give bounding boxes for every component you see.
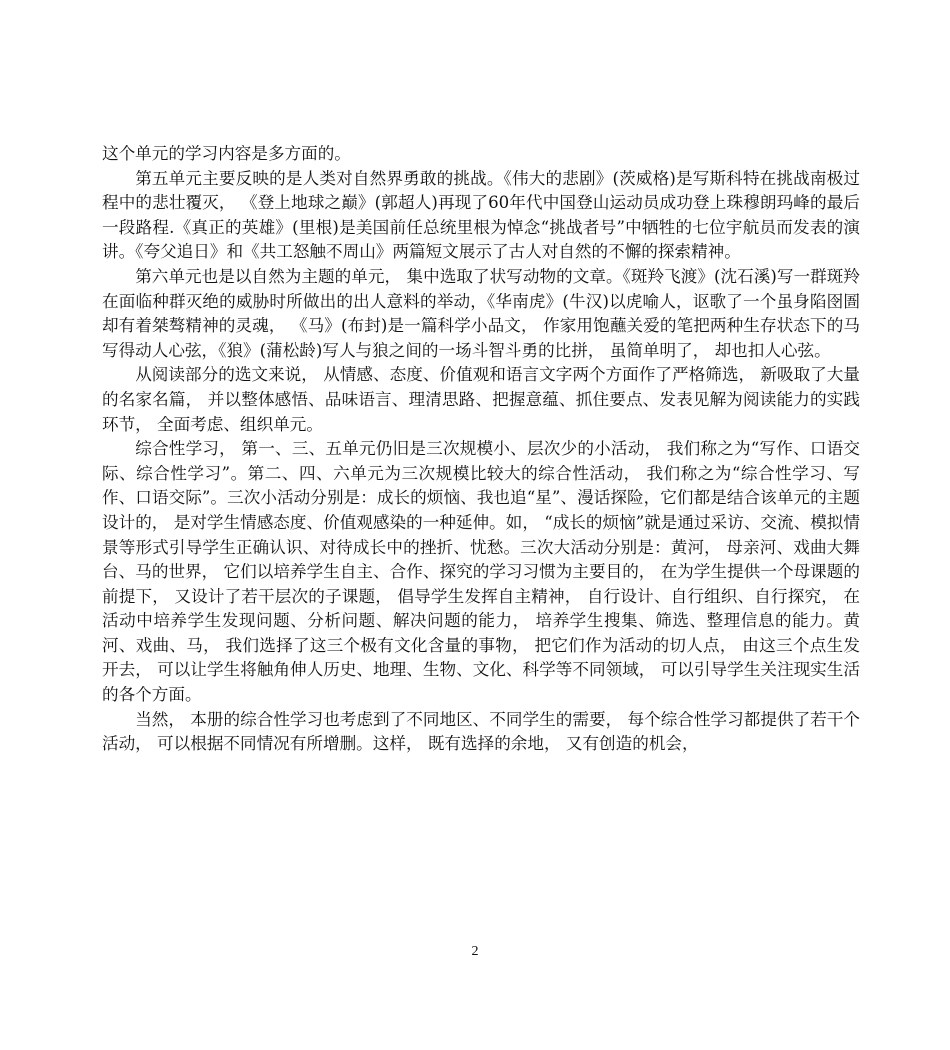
page-number: 2 bbox=[471, 944, 479, 959]
paragraph-5: 综合性学习， 第一、三、五单元仍旧是三次规模小、层次少的小活动， 我们称之为“写作、口语交际、综合性学习”。第二、四、六单元为三次规模比较大的综合性活动， 我们称之为“综合性学习、写作、口语交际”。三次小活动分别是：成长的烦恼、我也追“星”、漫话探险，它们都是结合该单元的主题设计的， 是对学生情感态度、价值观感染的一种延伸。如， “成长的烦恼”就是通过采访、交流、模拟情景等形式引导学生正确认识、对待成长中的挫折、忧愁。三次大活动分别是：黄河， 母亲河、戏曲大舞台、马的世界， 它们以培养学生自主、合作、探究的学习习惯为主要目的， 在为学生提供一个母课题的前提下， 又设计了若干层次的子课题， 倡导学生发挥自主精神， 自行设计、自行组织、自行探究， 在活动中培养学生发现问题、分析问题、解决问题的能力， 培养学生搜集、筛选、整理信息的能力。黄河、戏曲、马， 我们选择了这三个极有文化含量的事物， 把它们作为活动的切人点， 由这三个点生发开去， 可以让学生将触角伸人历史、地理、生物、文化、科学等不同领域， 可以引导学生关注现实生活的各个方面。 bbox=[102, 439, 860, 705]
paragraph-6: 当然， 本册的综合性学习也考虑到了不同地区、不同学生的需要， 每个综合性学习都提供了若干个活动， 可以根据不同情况有所增删。这样， 既有选择的余地， 又有创造的机会， bbox=[102, 709, 860, 754]
paragraph-1: 这个单元的学习内容是多方面的。 bbox=[102, 144, 351, 163]
paragraph-4: 从阅读部分的选文来说， 从情感、态度、价值观和语言文字两个方面作了严格筛选， 新吸取了大量的名家名篇， 并以整体感悟、品味语言、理清思路、把握意蕴、抓住要点、发表见解为阅读能力的实践环节， 全面考虑、组织单元。 bbox=[102, 365, 860, 434]
paragraph-3: 第六单元也是以自然为主题的单元， 集中选取了状写动物的文章。《斑羚飞渡》(沈石溪)写一群斑羚在面临种群灭绝的威胁时所做出的出人意料的举动，《华南虎》(牛汉)以虎喻人，讴歌了一个虽身陷囹圄却有着桀骜精神的灵魂， 《马》(布封)是一篇科学小品文， 作家用饱蘸关爱的笔把两种生存状态下的马写得动人心弦，《狼》(蒲松龄)写人与狼之间的一场斗智斗勇的比拼， 虽简单明了， 却也扣人心弦。 bbox=[102, 266, 860, 360]
paragraph-2: 第五单元主要反映的是人类对自然界勇敢的挑战。《伟大的悲剧》(茨威格)是写斯科特在挑战南极过程中的悲壮覆灭， 《登上地球之巅》(郭超人)再现了60年代中国登山运动员成功登上珠穆朗玛峰的最后一段路程.《真正的英雄》(里根)是美国前任总统里根为悼念“挑战者号”中牺牲的七位宇航员而发表的演讲。《夸父追日》和《共工怒触不周山》两篇短文展示了古人对自然的不懈的探索精神。 bbox=[102, 168, 860, 262]
document-body bbox=[102, 142, 860, 757]
